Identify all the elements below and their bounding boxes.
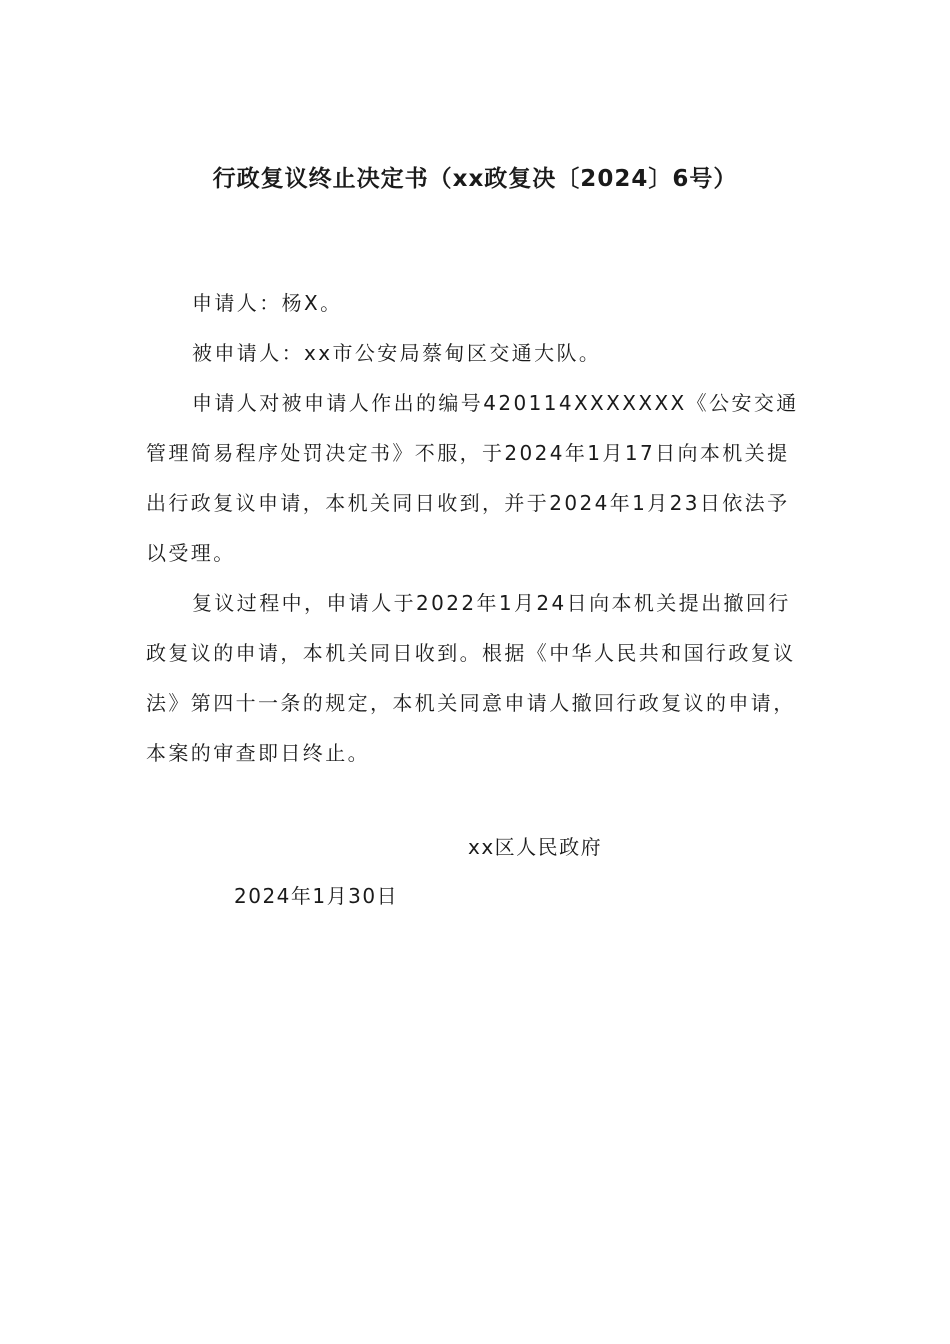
- respondent-paragraph: 被申请人：xx市公安局蔡甸区交通大队。: [192, 341, 602, 365]
- applicant-paragraph: 申请人：杨X。: [192, 291, 343, 315]
- document-title: 行政复议终止决定书（xx政复决〔2024〕6号）: [212, 166, 738, 192]
- case-facts-paragraph: 申请人对被申请人作出的编号420114XXXXXXX《公安交通管理简易程序处罚决定书》不服，于2024年1月17日向本机关提出行政复议申请，本机关同日收到，并于2024年1月23日依法予以受理。: [146, 391, 799, 565]
- document-body: [146, 278, 806, 778]
- signature-date: 2024年1月30日: [234, 884, 399, 908]
- signature-organization: xx区人民政府: [468, 835, 603, 859]
- decision-paragraph: 复议过程中，申请人于2022年1月24日向本机关提出撤回行政复议的申请，本机关同日收到。根据《中华人民共和国行政复议法》第四十一条的规定，本机关同意申请人撤回行政复议的申请，本案的审查即日终止。: [146, 591, 796, 765]
